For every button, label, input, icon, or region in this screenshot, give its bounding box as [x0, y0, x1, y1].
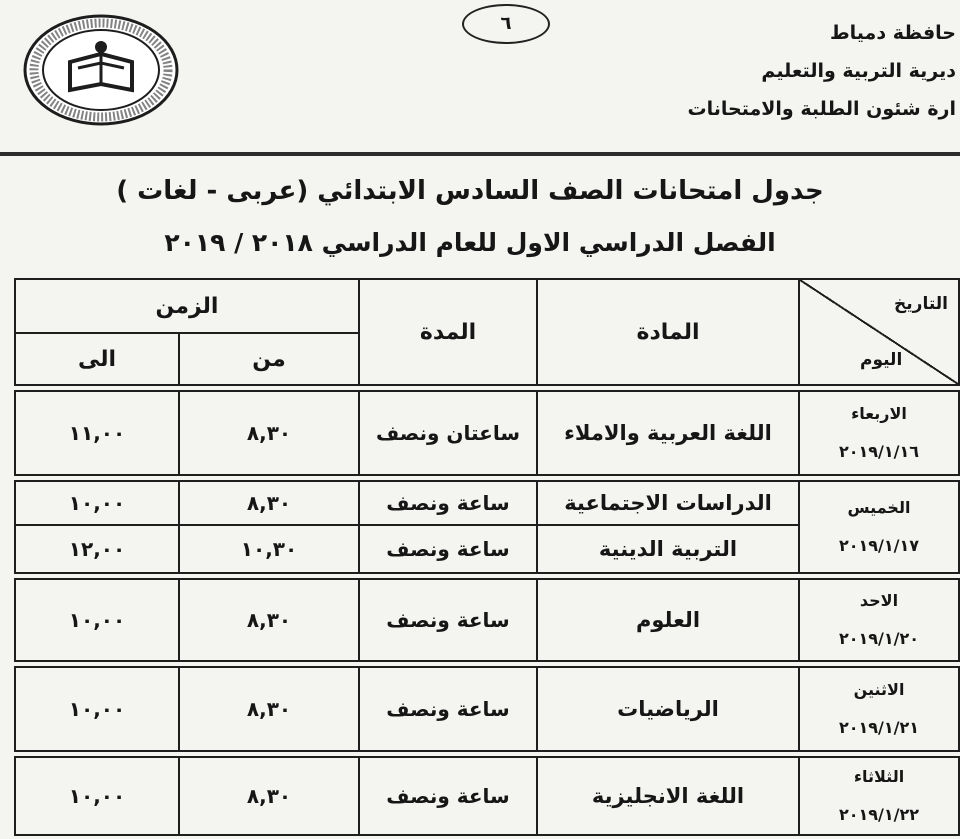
- to-header: الى: [15, 333, 179, 385]
- day-date-cell: [799, 481, 959, 573]
- department-line: ارة شئون الطلبة والامتحانات: [687, 98, 956, 120]
- from-cell: ٨,٣٠: [179, 579, 359, 661]
- from-cell: ٨,٣٠: [179, 667, 359, 751]
- from-cell: ٨,٣٠: [179, 757, 359, 835]
- directorate-logo: [22, 14, 180, 126]
- day-label: الثلاثاء: [853, 767, 905, 786]
- from-cell: ٨,٣٠: [179, 391, 359, 475]
- from-header: من: [179, 333, 359, 385]
- exam-schedule-table: [14, 278, 960, 836]
- subject-cell: العلوم: [537, 579, 799, 661]
- subject-cell: اللغة الانجليزية: [537, 757, 799, 835]
- header-block: [688, 14, 956, 128]
- date-day-header: [799, 279, 959, 385]
- to-cell: ١٢,٠٠: [15, 525, 179, 573]
- to-cell: ١٠,٠٠: [15, 481, 179, 525]
- page-number: ٦: [462, 4, 550, 44]
- duration-cell: ساعة ونصف: [359, 579, 537, 661]
- day-label: الاربعاء: [851, 404, 907, 423]
- subject-cell: اللغة العربية والاملاء: [537, 391, 799, 475]
- duration-cell: ساعتان ونصف: [359, 391, 537, 475]
- from-cell: ١٠,٣٠: [179, 525, 359, 573]
- to-cell: ١٠,٠٠: [15, 667, 179, 751]
- duration-header: المدة: [359, 279, 537, 385]
- day-label: الخميس: [847, 498, 911, 517]
- table-row: [15, 391, 959, 475]
- date-label: ٢٠١٩/١/٢٠: [838, 629, 920, 648]
- header-divider: [0, 152, 960, 156]
- duration-cell: ساعة ونصف: [359, 525, 537, 573]
- duration-cell: ساعة ونصف: [359, 481, 537, 525]
- subject-header: المادة: [537, 279, 799, 385]
- table-row: [15, 579, 959, 661]
- day-date-cell: [799, 579, 959, 661]
- subject-cell: الدراسات الاجتماعية: [537, 481, 799, 525]
- directorate-line: ديرية التربية والتعليم: [761, 60, 956, 82]
- day-date-cell: [799, 757, 959, 835]
- day-date-cell: [799, 667, 959, 751]
- date-label: ٢٠١٩/١/١٧: [838, 536, 920, 555]
- to-cell: ١٠,٠٠: [15, 579, 179, 661]
- duration-cell: ساعة ونصف: [359, 757, 537, 835]
- date-label: ٢٠١٩/١/١٦: [838, 442, 920, 461]
- schedule-title: جدول امتحانات الصف السادس الابتدائي (عربى - لغات ): [116, 176, 824, 206]
- table-row: [15, 481, 959, 525]
- term-title: الفصل الدراسي الاول للعام الدراسي ٢٠١٨ / ٢٠١٩: [164, 228, 776, 257]
- day-label: الاثنين: [853, 680, 905, 699]
- subject-cell: الرياضيات: [537, 667, 799, 751]
- to-cell: ١١,٠٠: [15, 391, 179, 475]
- table-row: [15, 757, 959, 835]
- from-cell: ٨,٣٠: [179, 481, 359, 525]
- subject-cell: التربية الدينية: [537, 525, 799, 573]
- date-header-label: التاريخ: [894, 294, 948, 314]
- day-date-cell: [799, 391, 959, 475]
- to-cell: ١٠,٠٠: [15, 757, 179, 835]
- date-label: ٢٠١٩/١/٢١: [838, 718, 920, 737]
- table-row: [15, 667, 959, 751]
- date-label: ٢٠١٩/١/٢٢: [838, 805, 920, 824]
- governorate-line: حافظة دمياط: [829, 22, 956, 44]
- day-label: الاحد: [859, 591, 899, 610]
- time-header: الزمن: [15, 279, 359, 333]
- day-header-label: اليوم: [860, 350, 903, 370]
- duration-cell: ساعة ونصف: [359, 667, 537, 751]
